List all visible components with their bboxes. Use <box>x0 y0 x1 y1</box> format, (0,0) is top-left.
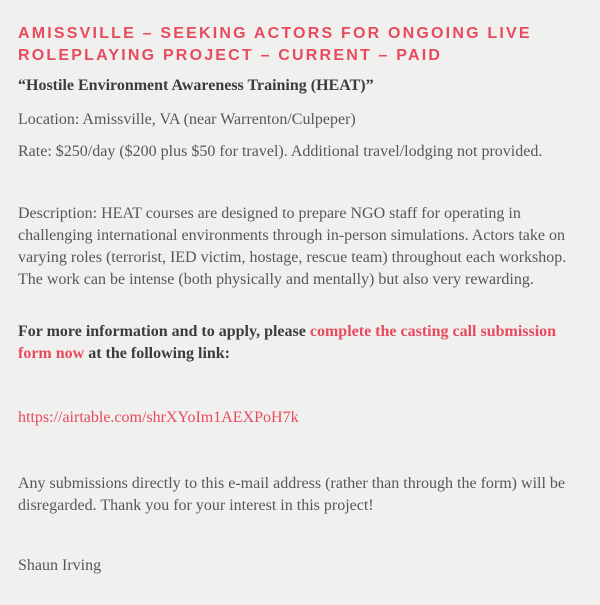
signature: Shaun Irving <box>18 557 102 574</box>
apply-paragraph <box>18 321 563 365</box>
form-url-line <box>18 407 582 429</box>
location-line: Location: Amissville, VA (near Warrenton/Culpeper) <box>18 111 356 128</box>
casting-form-link[interactable]: complete the casting call submission form now <box>18 323 557 362</box>
apply-text-prefix: For more information and to apply, please <box>18 323 310 340</box>
apply-text-suffix: at the following link: <box>84 345 231 362</box>
post-subtitle: “Hostile Environment Awareness Training (HEAT)” <box>18 77 374 94</box>
description-paragraph: Description: HEAT courses are designed to prepare NGO staff for operating in challenging international environments through in-person simulations. Actors take on varying roles (terrorist, IED victim, hostage, rescue team) throughout each workshop. The work can be intense (both physically and mentally) but also very rewarding. <box>18 205 567 288</box>
disclaimer-paragraph: Any submissions directly to this e-mail address (rather than through the form) will be disregarded. Thank you for your interest in this project! <box>18 475 565 514</box>
rate-line: Rate: $250/day ($200 plus $50 for travel). Additional travel/lodging not provided. <box>18 143 543 160</box>
post-title: AMISSVILLE – SEEKING ACTORS FOR ONGOING LIVE ROLEPLAYING PROJECT – CURRENT – PAID <box>18 25 532 64</box>
airtable-url-link[interactable]: https://airtable.com/shrXYoIm1AEXPoH7k <box>18 409 299 426</box>
